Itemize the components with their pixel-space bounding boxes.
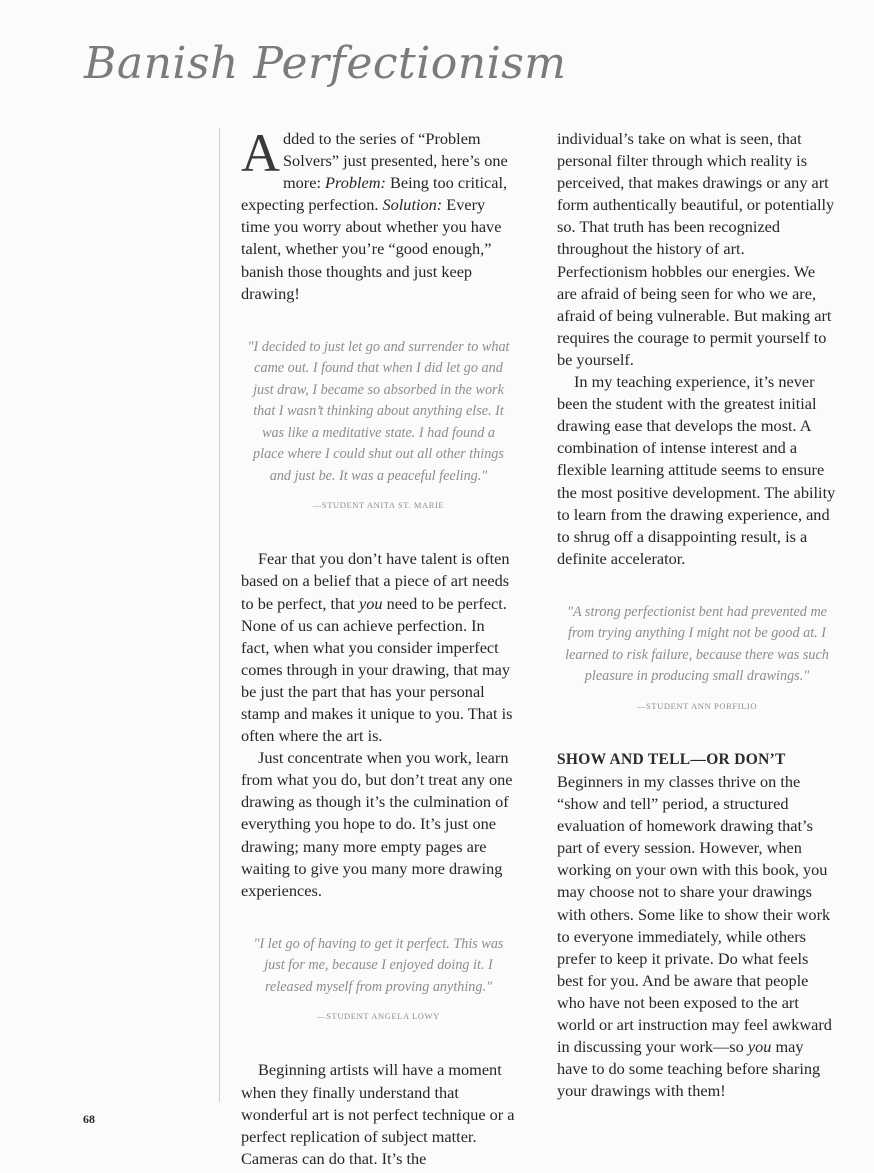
paragraph-beginning: Beginning artists will have a moment when they finally understand that wonderful art is not perfect technique or a perfect replication of subject matter. Cameras can do that. It’s the (241, 1060, 515, 1168)
pull-quote-anita: "I decided to just let go and surrender to what came out. I found that when I did let go and just draw, I became so absorbed in the work that I wasn’t thinking about anything else. It was like a meditative state. I had found a place where I could shut out all other things and just be. It was a peaceful feeling." (247, 338, 510, 484)
left-column (241, 123, 516, 1170)
page-title: Banish Perfectionism (84, 38, 567, 89)
fear-emphasis: you (358, 593, 383, 613)
show-text-2: may have to do some teaching before sharing your drawings with them! (557, 1037, 821, 1101)
fear-text-1: Fear that you don’t have talent is often based on a belief that a piece of art needs to be perfect, that (241, 549, 510, 613)
paragraph-teaching: In my teaching experience, it’s never been the student with the greatest initial drawing ease that develops the most. A combination of intense interest and a flexible learning attitude seems to ensure the most positive development. The ability to learn from the drawing experience, and to shrug off a disappointing result, is a definite accelerator. (557, 372, 836, 568)
drop-cap: A (241, 123, 280, 183)
section-heading: SHOW AND TELL—OR DON’T (557, 750, 786, 768)
problem-label: Problem: (325, 173, 386, 193)
pull-quote-angela: "I let go of having to get it perfect. This was just for me, because I enjoyed doing it. I released myself from proving anything." (253, 935, 504, 995)
column-divider (219, 128, 220, 1102)
right-column (557, 128, 837, 1102)
quote-attribution-anita: —STUDENT ANITA ST. MARIE (312, 500, 445, 511)
paragraph-concentrate: Just concentrate when you work, learn from what you do, but don’t treat any one drawing as though it’s the culmination of everything you hope to do. It’s just one drawing; many more empty pages are waiting to give you many more drawing experiences. (241, 748, 513, 900)
quote-attribution-ann: —STUDENT ANN PORFILIO (636, 700, 758, 711)
intro-text-2: Being too critical, expecting perfection. (241, 173, 508, 215)
paragraph-continued: individual’s take on what is seen, that personal filter through which reality is perceived, that makes drawings or any art form authentically beautiful, or potentially so. That truth has been recognized throughout the history of art. Perfectionism hobbles our energies. We are afraid of being seen for who we are, afraid of being vulnerable. But making art requires the courage to permit yourself to be yourself. (557, 129, 835, 369)
show-text-1: Beginners in my classes thrive on the “show and tell” period, a structured evaluation of homework drawing that’s part of every session. However, when working on your own with this book, you may choose not to share your drawings with others. Some like to show their work to everyone immediately, while others prefer to keep it private. Do what feels best for you. And be aware that people who have not been exposed to the art world or art instruction may feel awkward in discussing your work—so (557, 771, 832, 1057)
intro-paragraph (241, 123, 516, 305)
paragraph-show-and-tell (557, 771, 837, 1102)
paragraph-fear (241, 548, 516, 747)
show-emphasis: you (747, 1037, 772, 1057)
page-number: 68 (83, 1112, 95, 1126)
intro-text-3: Every time you worry about whether you have talent, whether you’re “good enough,” banish those thoughts and just keep drawing! (241, 195, 502, 303)
intro-text-1: dded to the series of “Problem Solvers” just presented, here’s one more: (283, 129, 508, 193)
quote-attribution-angela: —STUDENT ANGELA LOWY (317, 1011, 440, 1022)
solution-label: Solution: (382, 195, 443, 215)
pull-quote-ann: "A strong perfectionist bent had prevented me from trying anything I might not be good at. I learned to risk failure, because there was such pleasure in producing small drawings." (565, 603, 829, 685)
fear-text-2: need to be perfect. None of us can achieve perfection. In fact, when what you consider imperfect comes through in your drawing, that may be just the part that has your personal stamp and makes it unique to you. That is often where the art is. (241, 593, 513, 746)
